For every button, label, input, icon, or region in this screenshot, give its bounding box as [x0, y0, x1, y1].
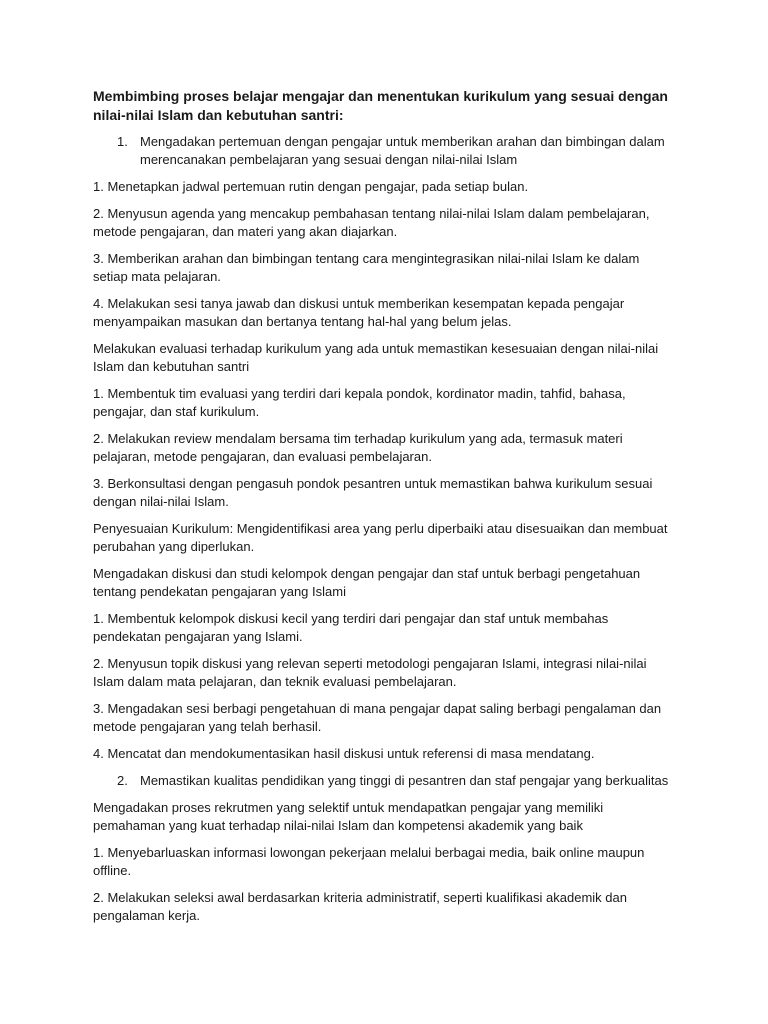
paragraph: Melakukan evaluasi terhadap kurikulum yang ada untuk memastikan kesesuaian dengan nilai-nilai Islam dan kebutuhan santri [93, 341, 659, 374]
numbered-item-2 [93, 772, 676, 790]
paragraph: 1. Membentuk kelompok diskusi kecil yang terdiri dari pengajar dan staf untuk membahas pendekatan pengajaran yang Islami. [93, 611, 609, 644]
item-text: Mengadakan pertemuan dengan pengajar untuk memberikan arahan dan bimbingan dalam merencanakan pembelajaran yang sesuai dengan nilai-nilai Islam [140, 134, 665, 167]
paragraph: Mengadakan proses rekrutmen yang selektif untuk mendapatkan pengajar yang memiliki pemahaman yang kuat terhadap nilai-nilai Islam dan kompetensi akademik yang baik [93, 800, 604, 833]
paragraph: 3. Mengadakan sesi berbagi pengetahuan di mana pengajar dapat saling berbagi pengalaman dan metode pengajaran yang telah berhasil. [93, 701, 662, 734]
paragraph: 2. Melakukan review mendalam bersama tim terhadap kurikulum yang ada, termasuk materi pelajaran, metode pengajaran, dan evaluasi pembelajaran. [93, 431, 623, 464]
item-number: 2. [117, 773, 128, 788]
paragraph: 3. Memberikan arahan dan bimbingan tentang cara mengintegrasikan nilai-nilai Islam ke dalam setiap mata pelajaran. [93, 251, 640, 284]
paragraph: 2. Menyusun agenda yang mencakup pembahasan tentang nilai-nilai Islam dalam pembelajaran, metode pengajaran, dan materi yang akan diajarkan. [93, 206, 650, 239]
paragraph: 2. Melakukan seleksi awal berdasarkan kriteria administratif, seperti kualifikasi akademik dan pengalaman kerja. [93, 890, 627, 923]
paragraph: 4. Mencatat dan mendokumentasikan hasil diskusi untuk referensi di masa mendatang. [93, 746, 595, 761]
numbered-item-1 [93, 133, 676, 169]
paragraph: 3. Berkonsultasi dengan pengasuh pondok pesantren untuk memastikan bahwa kurikulum sesuai dengan nilai-nilai Islam. [93, 476, 653, 509]
paragraph: 1. Membentuk tim evaluasi yang terdiri dari kepala pondok, kordinator madin, tahfid, bahasa, pengajar, dan staf kurikulum. [93, 386, 626, 419]
item-number: 1. [117, 134, 128, 149]
item-text: Memastikan kualitas pendidikan yang tinggi di pesantren dan staf pengajar yang berkualitas [140, 773, 669, 788]
paragraph: 4. Melakukan sesi tanya jawab dan diskusi untuk memberikan kesempatan kepada pengajar menyampaikan masukan dan bertanya tentang hal-hal yang belum jelas. [93, 296, 625, 329]
document-heading: Membimbing proses belajar mengajar dan menentukan kurikulum yang sesuai dengan nilai-nilai Islam dan kebutuhan santri: [93, 88, 668, 123]
paragraph: Penyesuaian Kurikulum: Mengidentifikasi area yang perlu diperbaiki atau disesuaikan dan membuat perubahan yang diperlukan. [93, 521, 668, 554]
paragraph: 1. Menetapkan jadwal pertemuan rutin dengan pengajar, pada setiap bulan. [93, 179, 529, 194]
paragraph: 1. Menyebarluaskan informasi lowongan pekerjaan melalui berbagai media, baik online maupun offline. [93, 845, 645, 878]
paragraph: Mengadakan diskusi dan studi kelompok dengan pengajar dan staf untuk berbagi pengetahuan tentang pendekatan pengajaran yang Islami [93, 566, 641, 599]
paragraph: 2. Menyusun topik diskusi yang relevan seperti metodologi pengajaran Islami, integrasi nilai-nilai Islam dalam mata pelajaran, dan teknik evaluasi pembelajaran. [93, 656, 647, 689]
